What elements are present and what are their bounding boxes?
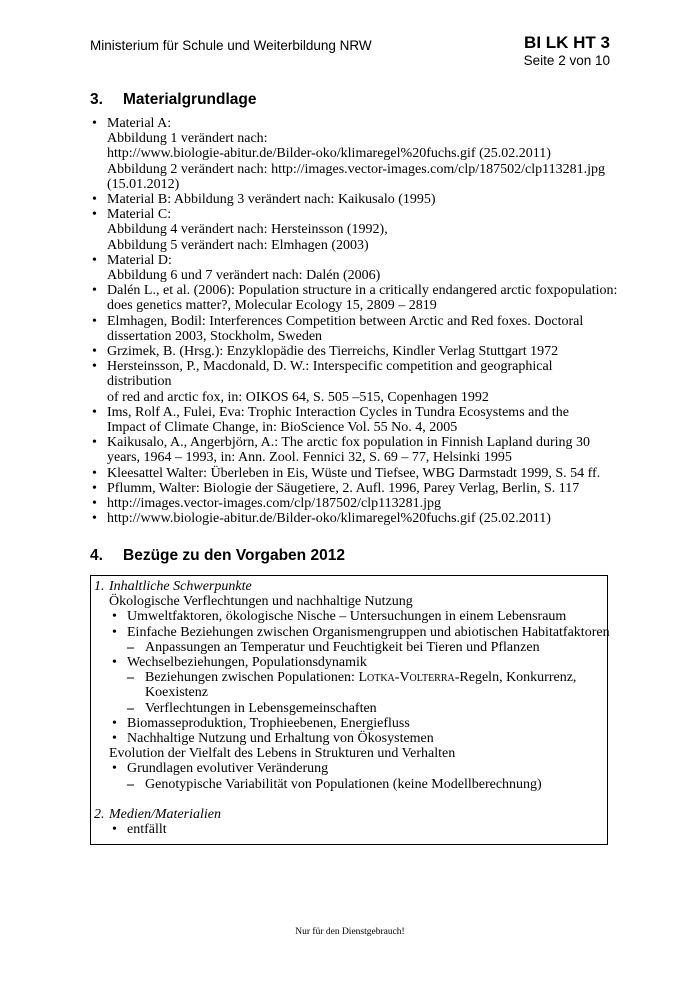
- reference-item: [90, 359, 620, 405]
- section-3-title: Materialgrundlage: [123, 91, 257, 108]
- reference-line: • http://www.biologie-abitur.de/Bilder-oko/klimaregel%20fuchs.gif (25.02.2011): [107, 511, 551, 527]
- requirements-box: [90, 575, 608, 845]
- section-3-number: 3.: [90, 91, 103, 108]
- reference-line: Abbildung 6 und 7 verändert nach: Dalén (2006): [107, 268, 381, 284]
- reference-line: • Hersteinsson, P., Macdonald, D. W.: Interspecific competition and geographical distribution: [107, 359, 553, 390]
- footer-note: Nur für den Dienstgebrauch!: [295, 927, 405, 937]
- section-4-heading: [90, 547, 345, 565]
- sub-bullet-item: – Anpassungen an Temperatur und Feuchtigkeit bei Tieren und Pflanzen: [91, 640, 607, 655]
- reference-line: Impact of Climate Change, in: BioScience Vol. 55 No. 4, 2005: [107, 420, 458, 436]
- bullet-item: • Grundlagen evolutiver Veränderung: [91, 761, 607, 776]
- reference-line: • http://images.vector-images.com/clp/187502/clp113281.jpg: [107, 496, 441, 512]
- reference-item: [90, 435, 620, 465]
- reference-list: [90, 116, 620, 526]
- sub-bullet-item: [91, 670, 607, 685]
- theme-1: Ökologische Verflechtungen und nachhaltige Nutzung: [109, 594, 413, 610]
- reference-item: [90, 283, 620, 313]
- reference-line: • Material C:: [107, 207, 172, 223]
- spacer: [91, 792, 607, 807]
- reference-line: http://www.biologie-abitur.de/Bilder-oko/klimaregel%20fuchs.gif (25.02.2011): [107, 146, 551, 162]
- sub-bullet-item: – Genotypische Variabilität von Populationen (keine Modellberechnung): [91, 777, 607, 792]
- sub-bullet-continuation: Koexistenz: [145, 685, 208, 701]
- item-2-heading: [91, 807, 607, 822]
- item-2-number: 2.: [94, 806, 105, 822]
- sub-bullet-text: -Regeln, Konkurrenz,: [454, 670, 577, 686]
- reference-item: [90, 344, 620, 359]
- reference-item: [90, 511, 620, 526]
- reference-line: • Dalén L., et al. (2006): Population structure in a critically endangered arctic foxpopulation:: [107, 283, 618, 299]
- reference-item: [90, 405, 620, 435]
- reference-line: Abbildung 1 verändert nach:: [107, 131, 268, 147]
- reference-line: • Grzimek, B. (Hrsg.): Enzyklopädie des Tierreichs, Kindler Verlag Stuttgart 1972: [107, 344, 559, 360]
- reference-item: [90, 496, 620, 511]
- item-1-heading: [91, 579, 607, 594]
- item-2-title: Medien/Materialien: [109, 806, 221, 822]
- reference-line: • Elmhagen, Bodil: Interferences Competition between Arctic and Red foxes. Doctoral: [107, 313, 584, 329]
- reference-item: [90, 116, 620, 192]
- header-code: BI LK HT 3: [524, 33, 610, 52]
- reference-line: • Kaikusalo, A., Angerbjörn, A.: The arctic fox population in Finnish Lapland during 30: [107, 435, 591, 451]
- bullet-item: • Wechselbeziehungen, Populationsdynamik: [91, 655, 607, 670]
- reference-line: years, 1964 – 1993, in: Ann. Zool. Fennici 32, S. 69 – 77, Helsinki 1995: [107, 450, 512, 466]
- bullet-item: • Umweltfaktoren, ökologische Nische – Untersuchungen in einem Lebensraum: [91, 609, 607, 624]
- reference-line: • Ims, Rolf A., Fulei, Eva: Trophic Interaction Cycles in Tundra Ecosystems and the: [107, 404, 569, 420]
- reference-line: • Pflumm, Walter: Biologie der Säugetiere, 2. Aufl. 1996, Parey Verlag, Berlin, S. 117: [107, 480, 580, 496]
- reference-item: [90, 314, 620, 344]
- reference-line: Abbildung 4 verändert nach: Hersteinsson (1992),: [107, 222, 388, 238]
- bullet-item: • Einfache Beziehungen zwischen Organismengruppen und abiotischen Habitatfaktoren: [91, 625, 607, 640]
- item-1-title: Inhaltliche Schwerpunkte: [109, 579, 252, 594]
- section-3-heading: [90, 91, 257, 109]
- reference-line: (15.01.2012): [107, 176, 180, 192]
- theme-2: Evolution der Vielfalt des Lebens in Strukturen und Verhalten: [109, 746, 456, 762]
- sub-bullet-text: Beziehungen zwischen Populationen:: [145, 670, 359, 686]
- reference-line: • Material A:: [107, 116, 172, 131]
- item-1-number: 1.: [94, 579, 105, 594]
- header-page-number: Seite 2 von 10: [523, 53, 610, 68]
- reference-line: • Kleesattel Walter: Überleben in Eis, Wüste und Tiefsee, WBG Darmstadt 1999, S. 54 ff.: [107, 465, 601, 481]
- sub-bullet-item: – Verflechtungen in Lebensgemeinschaften: [91, 701, 607, 716]
- reference-item: [90, 253, 620, 283]
- section-4-title: Bezüge zu den Vorgaben 2012: [123, 547, 345, 564]
- section-4-number: 4.: [90, 547, 103, 564]
- reference-line: • Material B: Abbildung 3 verändert nach: Kaikusalo (1995): [107, 192, 436, 208]
- lotka-volterra-term: Lotka-Volterra: [358, 670, 455, 686]
- reference-item: [90, 207, 620, 253]
- reference-line: does genetics matter?, Molecular Ecology 15, 2809 – 2819: [107, 298, 437, 314]
- reference-line: Abbildung 5 verändert nach: Elmhagen (2003): [107, 237, 369, 253]
- header-ministry: Ministerium für Schule und Weiterbildung NRW: [90, 38, 372, 53]
- reference-line: dissertation 2003, Stockholm, Sweden: [107, 328, 323, 344]
- bullet-item: • entfällt: [91, 822, 607, 837]
- reference-line: of red and arctic fox, in: OIKOS 64, S. 505 –515, Copenhagen 1992: [107, 389, 489, 405]
- reference-line: • Material D:: [107, 252, 172, 268]
- reference-line: Abbildung 2 verändert nach: http://images.vector-images.com/clp/187502/clp113281.jpg: [107, 161, 606, 177]
- reference-item: [90, 192, 620, 207]
- reference-item: [90, 466, 620, 481]
- bullet-item: • Nachhaltige Nutzung und Erhaltung von Ökosystemen: [91, 731, 607, 746]
- reference-item: [90, 481, 620, 496]
- bullet-item: • Biomasseproduktion, Trophieebenen, Energiefluss: [91, 716, 607, 731]
